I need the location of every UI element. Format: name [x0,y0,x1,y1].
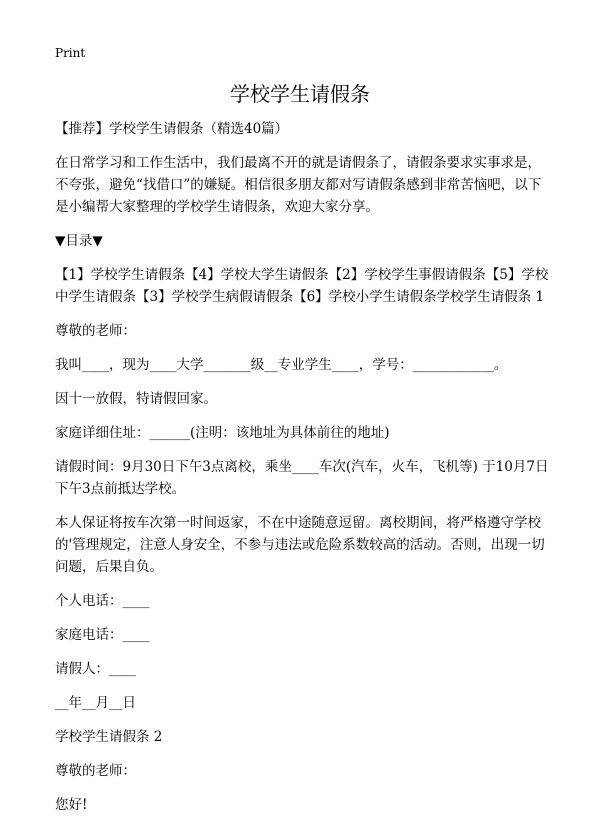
reason-line: 因十一放假，特请假回家。 [55,391,217,407]
applicant-line: 请假人：____ [55,661,136,677]
recommend-line: 【推荐】学校学生请假条（精选40篇） [55,121,289,137]
personal-phone-line: 个人电话：____ [55,593,150,609]
greeting: 尊敬的老师： [55,323,136,339]
period-paragraph: 请假时间：9月30日下午3点离校，乘坐____车次(汽车，火车，飞机等) 于10月7日下午3点前抵达学校。 [55,459,549,497]
promise-paragraph: 本人保证将按车次第一时间返家，不在中途随意逗留。离校期间，将严格遵守学校的'管理规定，注意人身安全，不参与违法或危险系数较高的活动。否则，出现一切问题，后果自负。 [55,515,545,575]
document-title: 学校学生请假条 [230,82,370,106]
toc-heading: ▼目录▼ [55,233,103,249]
document-body [55,118,550,828]
print-link[interactable]: Print [55,46,86,60]
toc-items: 【1】学校学生请假条【4】学校大学生请假条【2】学校学生事假请假条【5】学校中学生请假条【3】学校学生病假请假条【6】学校小学生请假条学校学生请假条 1 [55,267,549,305]
date-line: __年__月__日 [55,695,136,711]
hello-line: 您好! [55,797,88,813]
section2-title: 学校学生请假条 2 [55,729,163,745]
greeting-2: 尊敬的老师： [55,763,136,779]
home-phone-line: 家庭电话：____ [55,627,150,643]
identity-line: 我叫____，现为____大学_______级__专业学生____，学号：____________。 [55,357,508,373]
intro-paragraph: 在日常学习和工作生活中，我们最离不开的就是请假条了，请假条要求实事求是，不夸张，避免“找借口”的嫌疑。相信很多朋友都对写请假条感到非常苦恼吧，以下是小编帮大家整理的学校学生请假条，欢迎大家分享。 [55,155,542,215]
address-line: 家庭详细住址：______(注明：该地址为具体前往的地址) [55,425,390,441]
